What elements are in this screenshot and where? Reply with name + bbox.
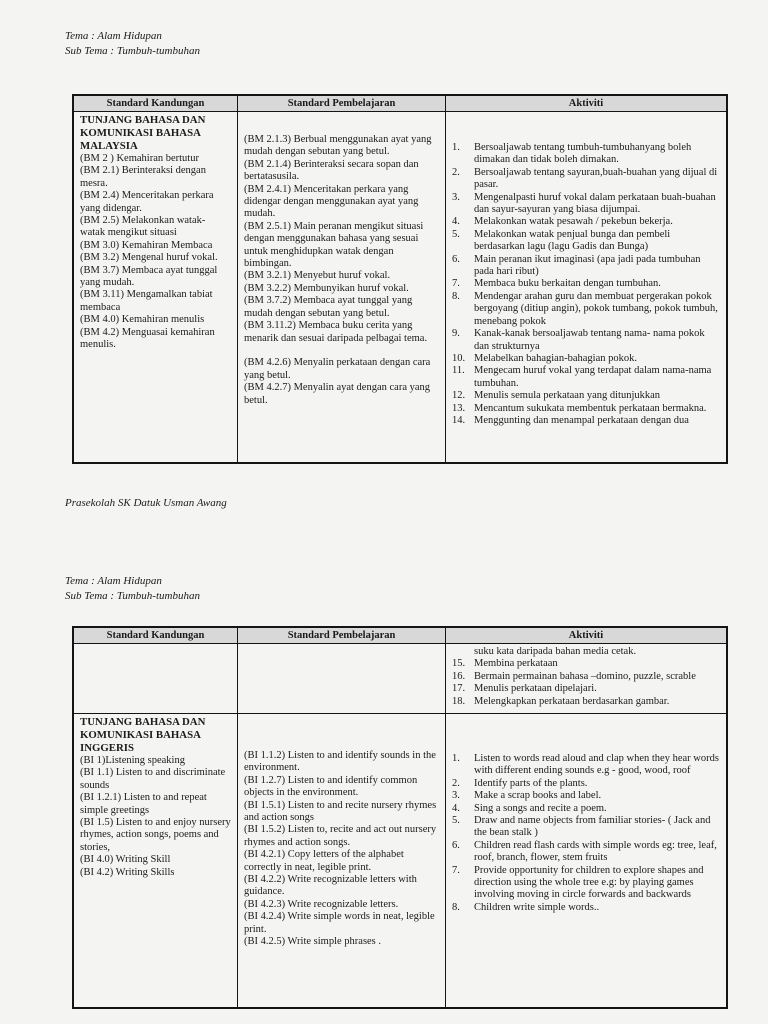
standard-kandungan-item: (BM 2.5) Melakonkan watak- watak mengikut situasi [80, 215, 206, 239]
list-number: 12. [452, 390, 466, 402]
list-text: suku kata daripada bahan media cetak. [474, 646, 637, 657]
list-number: 3. [452, 790, 460, 802]
standard-kandungan-item: (BM 4.0) Kemahiran menulis [80, 314, 205, 326]
standard-pembelajaran-item: (BM 2.1.3) Berbual menggunakan ayat yang mudah dengan sebutan yang betul. [244, 134, 432, 158]
list-text: Melabelkan bahagian-bahagian pokok. [474, 352, 637, 364]
aktiviti-item [452, 658, 721, 670]
list-number: 3. [452, 191, 460, 203]
list-number: 11. [452, 365, 465, 377]
aktiviti-cell [446, 112, 726, 462]
list-text: Melakonkan watak penjual bunga dan pembeli berdasarkan lagu (lagu Gadis dan Bunga) [474, 228, 671, 253]
standard-pembelajaran-item: (BM 3.7.2) Membaca ayat tunggal yang mudah dengan sebutan yang betul. [244, 295, 413, 319]
list-text: Melengkapkan perkataan berdasarkan gambar. [474, 695, 670, 707]
list-number: 10. [452, 352, 466, 364]
tema-block-2 [65, 574, 200, 604]
aktiviti-item [452, 803, 721, 815]
column-header-standard-kandungan: Standard Kandungan [74, 628, 238, 643]
list-text: Identify parts of the plants. [474, 777, 588, 789]
column-header-aktiviti: Aktiviti [568, 630, 604, 641]
table-header-row [74, 96, 726, 112]
list-text: Children write simple words.. [474, 901, 600, 913]
aktiviti-item [452, 403, 721, 415]
list-number: 17. [452, 683, 466, 695]
list-text: Provide opportunity for children to explore shapes and direction using the whole tree e.g: by playing games involving moving in circle forwards and backwards [474, 864, 704, 901]
standard-pembelajaran-item: (BI 4.2.4) Write simple words in neat, legible print. [244, 911, 435, 935]
aktiviti-list [452, 753, 721, 914]
list-number: 1. [452, 142, 460, 153]
list-number: 7. [452, 278, 460, 290]
standard-pembelajaran-item: (BM 3.11.2) Membaca buku cerita yang menarik dan sesuai daripada pelbagai tema. [244, 320, 428, 344]
list-number: 14. [452, 414, 466, 426]
standard-pembelajaran-item: (BI 4.2.2) Write recognizable letters with guidance. [244, 874, 417, 898]
standard-kandungan-item: (BM 4.2) Menguasai kemahiran menulis. [80, 326, 215, 351]
list-number: 7. [452, 864, 460, 876]
standard-kandungan-item: (BM 2 ) Kemahiran bertutur [80, 153, 199, 164]
list-text: Listen to words read aloud and clap when they hear words with different ending sounds e.g - good, wood, roof [474, 753, 719, 777]
standard-pembelajaran-item: (BI 1.1.2) Listen to and identify sounds in the environment. [244, 750, 436, 774]
standard-kandungan-item: (BI 1)Listening speaking [80, 755, 185, 766]
aktiviti-item [452, 778, 721, 790]
curriculum-table-2 [72, 626, 728, 1009]
aktiviti-item [452, 815, 721, 840]
list-text: Mencantum sukukata membentuk perkataan bermakna. [474, 402, 707, 414]
aktiviti-item [452, 865, 721, 902]
list-text: Sing a songs and recite a poem. [474, 802, 607, 814]
list-number: 9. [452, 328, 460, 340]
aktiviti-item [452, 328, 721, 353]
list-number: 4. [452, 802, 460, 814]
aktiviti-item [452, 216, 721, 228]
standard-kandungan-item: (BM 3.7) Membaca ayat tunggal yang mudah. [80, 264, 218, 289]
standard-pembelajaran-item: (BI 1.5.1) Listen to and recite nursery rhymes and action songs [244, 799, 437, 824]
standard-pembelajaran-item: (BI 1.5.2) Listen to, recite and act out nursery rhymes and action songs. [244, 824, 437, 848]
aktiviti-item [452, 696, 721, 708]
standard-kandungan-item: (BI 4.2) Writing Skills [80, 866, 175, 878]
aktiviti-item [452, 278, 721, 290]
list-text: Menulis perkataan dipelajari. [474, 683, 597, 695]
aktiviti-continued-list [452, 646, 721, 708]
aktiviti-item [452, 753, 721, 778]
list-text: Bersoaljawab tentang sayuran,buah-buahan yang dijual di pasar. [474, 166, 718, 191]
standard-pembelajaran-item: (BI 1.2.7) Listen to and identify common objects in the environment. [244, 774, 418, 799]
list-text: Children read flash cards with simple words eg: tree, leaf, roof, branch, flower, stem fruits [474, 839, 717, 864]
pembelajaran-list [244, 750, 440, 949]
pembelajaran-cell [238, 112, 446, 462]
list-text: Kanak-kanak bersoaljawab tentang nama- nama pokok dan strukturnya [474, 328, 705, 352]
list-text: Menggunting dan menampal perkataan dengan dua [474, 414, 689, 426]
list-number: 8. [452, 901, 460, 913]
standard-pembelajaran-item: (BM 4.2.7) Menyalin ayat dengan cara yang betul. [244, 382, 431, 406]
aktiviti-item [452, 142, 721, 167]
standard-kandungan-item: (BI 1.5) Listen to and enjoy nursery rhymes, action songs, poems and stories, [80, 817, 231, 853]
pembelajaran-cell [238, 714, 446, 1007]
standard-kandungan-item: (BM 3.11) Mengamalkan tabiat membaca [80, 289, 213, 313]
list-number: 6. [452, 253, 460, 265]
list-text: Menulis semula perkataan yang ditunjukkan [474, 390, 661, 402]
standard-pembelajaran-item: (BI 4.2.3) Write recognizable letters. [244, 898, 399, 910]
aktiviti-item [452, 365, 721, 390]
list-text: Mengecam huruf vokal yang terdapat dalam nama-nama tumbuhan. [474, 365, 712, 389]
table-continuation-row [74, 644, 726, 714]
aktiviti-item [452, 646, 721, 658]
aktiviti-cell [446, 714, 726, 1007]
standard-pembelajaran-item: (BM 2.1.4) Berinteraksi secara sopan dan bertatasusila. [244, 158, 419, 183]
list-number: 5. [452, 815, 460, 827]
aktiviti-item [452, 229, 721, 254]
aktiviti-item [452, 902, 721, 914]
list-number [452, 646, 474, 658]
column-header-aktiviti: Aktiviti [568, 98, 604, 109]
table-body-row [74, 112, 726, 462]
column-header-standard-pembelajaran: Standard Pembelajaran [238, 628, 446, 643]
standard-kandungan-item: (BI 1.2.1) Listen to and repeat simple greetings [80, 792, 207, 816]
sub-tema-label: Sub Tema : Tumbuh-tumbuhan [65, 45, 200, 57]
column-header-standard-kandungan: Standard Kandungan [74, 96, 238, 111]
list-number: 16. [452, 670, 466, 682]
standard-kandungan-item: (BM 3.2) Mengenal huruf vokal. [80, 252, 218, 264]
aktiviti-list [452, 142, 721, 427]
standard-pembelajaran-item: (BM 4.2.6) Menyalin perkataan dengan cara yang betul. [244, 357, 431, 381]
tema-label: Tema : Alam Hidupan [65, 575, 162, 587]
curriculum-table-1 [72, 94, 728, 464]
standard-pembelajaran-item: (BI 4.2.1) Copy letters of the alphabet correctly in neat, legible print. [244, 849, 404, 873]
list-number: 4. [452, 216, 460, 228]
table-header-row [74, 628, 726, 644]
list-number: 6. [452, 839, 460, 851]
list-text: Bersoaljawab tentang tumbuh-tumbuhanyang boleh dimakan dan tidak boleh dimakan. [474, 142, 692, 166]
standard-pembelajaran-item [244, 345, 440, 357]
list-text: Membina perkataan [474, 658, 558, 670]
aktiviti-item [452, 353, 721, 365]
list-text: Draw and name objects from familiar stories- ( Jack and the bean stalk ) [474, 815, 711, 839]
standard-kandungan-item: (BM 3.0) Kemahiran Membaca [80, 239, 213, 251]
standard-kandungan-item: (BI 1.1) Listen to and discriminate sounds [80, 767, 226, 791]
aktiviti-item [452, 840, 721, 865]
list-text: Melakonkan watak pesawah / pekebun bekerja. [474, 216, 673, 228]
aktiviti-continued-cell [446, 644, 726, 713]
list-number: 13. [452, 402, 466, 414]
aktiviti-item [452, 415, 721, 427]
tema-block-1 [65, 29, 200, 59]
tunjang-title: TUNJANG BAHASA DAN KOMUNIKASI BAHASA MALAYSIA [80, 114, 206, 152]
list-number: 1. [452, 753, 460, 764]
list-number: 8. [452, 290, 460, 302]
list-number: 18. [452, 695, 466, 707]
aktiviti-item [452, 390, 721, 402]
aktiviti-item [452, 167, 721, 192]
sub-tema-label: Sub Tema : Tumbuh-tumbuhan [65, 590, 200, 602]
kandungan-list [80, 153, 232, 352]
standard-pembelajaran-item: (BI 4.2.5) Write simple phrases . [244, 936, 382, 948]
list-number: 2. [452, 777, 460, 789]
list-text: Membaca buku berkaitan dengan tumbuhan. [474, 278, 661, 290]
list-text: Make a scrap books and label. [474, 790, 602, 802]
list-text: Main peranan ikut imaginasi (apa jadi pada tumbuhan pada hari ribut) [474, 253, 701, 278]
school-footer: Prasekolah SK Datuk Usman Awang [65, 497, 227, 509]
list-text: Mengenalpasti huruf vokal dalam perkataan buah-buahan dan sayur-sayuran yang biasa dijumpai. [474, 191, 716, 216]
standard-pembelajaran-item: (BM 2.4.1) Menceritakan perkara yang didengar dengan menggunakan ayat yang mudah. [244, 183, 419, 220]
standard-pembelajaran-item: (BM 3.2.2) Membunyikan huruf vokal. [244, 282, 409, 294]
standard-kandungan-item: (BM 2.4) Menceritakan perkara yang didengar. [80, 190, 214, 214]
kandungan-cell [74, 112, 238, 462]
standard-kandungan-item: (BM 2.1) Berinteraksi dengan mesra. [80, 165, 206, 189]
list-number: 5. [452, 228, 460, 240]
kandungan-cell [74, 714, 238, 1007]
aktiviti-item [452, 291, 721, 328]
list-number: 2. [452, 166, 460, 178]
table-body-row [74, 714, 726, 1007]
tema-label: Tema : Alam Hidupan [65, 30, 162, 42]
tunjang-title: TUNJANG BAHASA DAN KOMUNIKASI BAHASA INGGERIS [80, 716, 206, 754]
aktiviti-item [452, 790, 721, 802]
list-number: 15. [452, 658, 466, 670]
aktiviti-item [452, 671, 721, 683]
standard-kandungan-item: (BI 4.0) Writing Skill [80, 854, 171, 866]
standard-pembelajaran-item: (BM 3.2.1) Menyebut huruf vokal. [244, 270, 391, 282]
kandungan-cell-empty [74, 644, 238, 713]
aktiviti-item [452, 192, 721, 217]
pembelajaran-cell-empty [238, 644, 446, 713]
aktiviti-item [452, 683, 721, 695]
pembelajaran-list [244, 134, 440, 407]
standard-pembelajaran-item: (BM 2.5.1) Main peranan mengikut situasi dengan menggunakan bahasa yang sesuai untuk menghidupkan watak dengan bimbingan. [244, 220, 424, 270]
column-header-standard-pembelajaran: Standard Pembelajaran [238, 96, 446, 111]
aktiviti-item [452, 254, 721, 279]
kandungan-list [80, 755, 232, 879]
list-text: Mendengar arahan guru dan membuat pergerakan pokok bergoyang (ditiup angin), pokok tumbang, pokok tumbuh, menebang pokok [474, 290, 718, 327]
list-text: Bermain permainan bahasa –domino, puzzle, scrable [474, 670, 696, 682]
